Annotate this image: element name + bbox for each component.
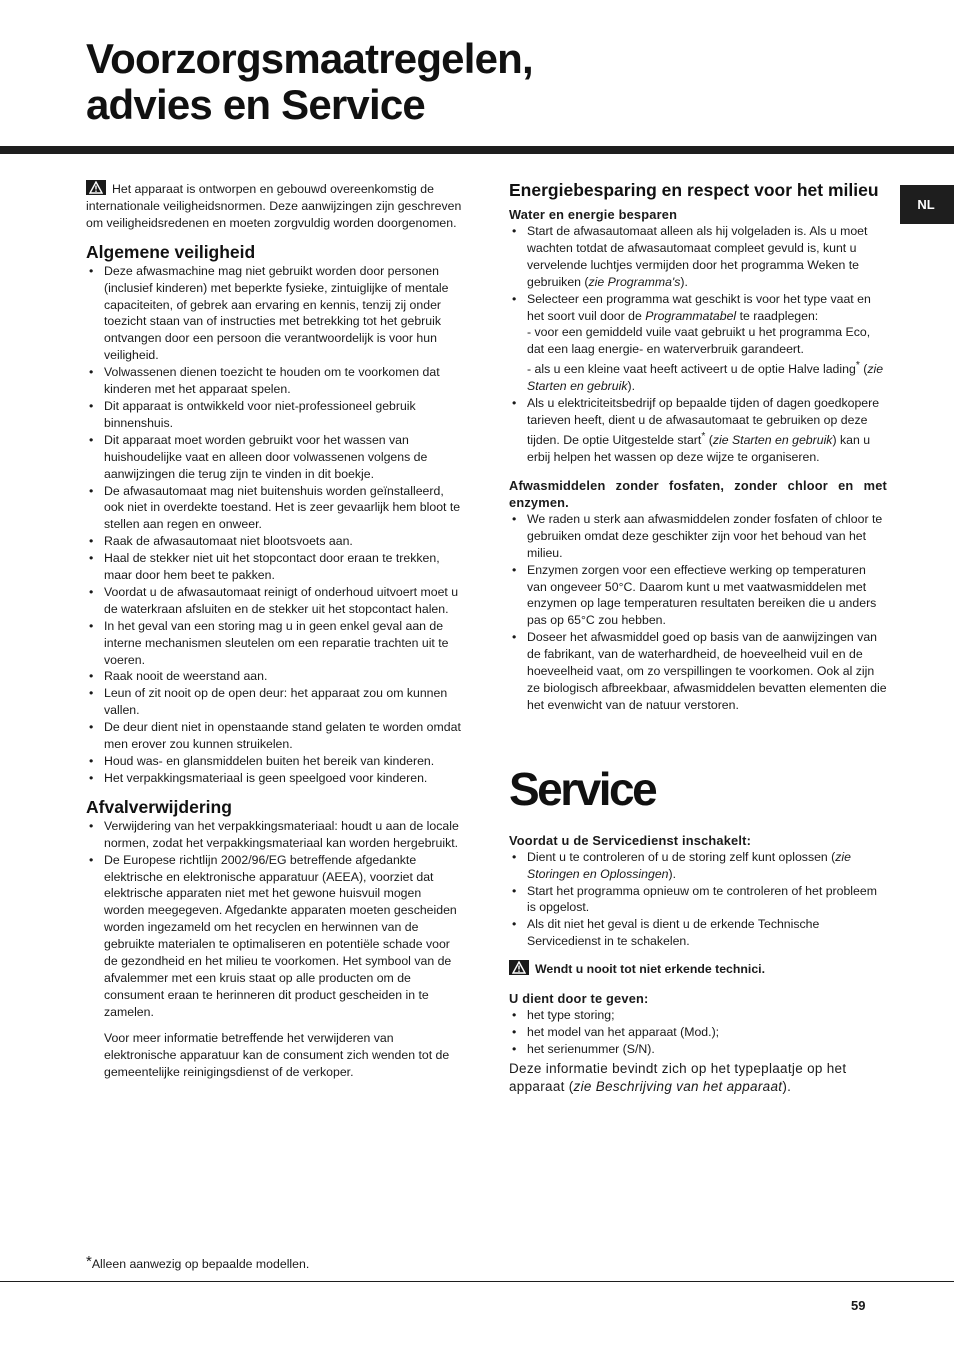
- list-item: • De afwasautomaat mag niet buitenshuis worden geïnstalleerd, ook niet in overdekte toestand. Het is zeer gevaarlijk hem bloot te stellen aan regen en onweer.: [86, 483, 464, 534]
- water-energy-list: [509, 223, 887, 466]
- program-note: - voor een gemiddeld vuile vaat gebruikt u het programma Eco, dat een laag energie- en waterverbruik garandeert.: [527, 325, 871, 357]
- before-service-list: [509, 849, 887, 950]
- detergent-heading: Afwasmiddelen zonder fosfaten, zonder chloor en met enzymen.: [509, 477, 887, 510]
- list-item: • Enzymen zorgen voor een effectieve werking op temperaturen van ongeveer 50°C. Daarom kunt u met vaatwasmiddelen met enzymen op lage temperaturen resultaten bereiken die u anders pas op 65°C zou hebben.: [509, 562, 887, 630]
- reference-link: zie Storingen en Oplossingen: [527, 849, 852, 881]
- footnote: [86, 1254, 309, 1272]
- left-column: [86, 180, 464, 1080]
- list-item: • het model van het apparaat (Mod.);: [509, 1024, 887, 1041]
- language-tab: NL: [900, 185, 954, 224]
- list-item: [509, 291, 887, 396]
- list-item: • Start het programma opnieuw om te controleren of het probleem is opgelost.: [509, 883, 887, 917]
- list-item: • Het verpakkingsmateriaal is geen speelgoed voor kinderen.: [86, 770, 464, 787]
- list-item: • Dit apparaat moet worden gebruikt voor het wassen van huishoudelijke vaat en alleen door volwassenen volgens de aanwijzingen die terug zijn te vinden in dit boekje.: [86, 432, 464, 483]
- list-item: • Leun of zit nooit op de open deur: het apparaat zou om kunnen vallen.: [86, 685, 464, 719]
- list-item: • Voordat u de afwasautomaat reinigt of onderhoud uitvoert moet u de waterkraan afsluiten en de stekker uit het stopcontact halen.: [86, 584, 464, 618]
- provide-info-heading: U dient door te geven:: [509, 991, 649, 1007]
- reference-link: zie Starten en gebruik: [712, 433, 833, 448]
- list-item: [509, 223, 887, 291]
- list-item: • In het geval van een storing mag u in geen enkel geval aan de interne mechanismen sleutelen om een reparatie trachten uit te voeren.: [86, 618, 464, 669]
- warning-triangle-icon: [509, 960, 529, 975]
- list-item: • De deur dient niet in openstaande stand gelaten te worden omdat men erover zou kunnen struikelen.: [86, 719, 464, 753]
- waste-disposal-list: [86, 818, 464, 1021]
- footnote-star: *: [86, 1253, 92, 1270]
- list-item: [509, 849, 887, 883]
- page-title: [86, 36, 886, 128]
- intro-paragraph: [86, 180, 464, 232]
- list-item: • Als dit niet het geval is dient u de erkende Technische Servicedienst in te schakelen.: [509, 916, 887, 950]
- list-item: • Raak de afwasautomaat niet blootsvoets aan.: [86, 533, 464, 550]
- right-column: [509, 180, 887, 1096]
- list-item: • Houd was- en glansmiddelen buiten het bereik van kinderen.: [86, 753, 464, 770]
- waste-disposal-note: Voor meer informatie betreffende het verwijderen van elektronische apparatuur kan de consument zich wenden tot de gemeentelijke reinigingsdienst of de verkoper.: [104, 1030, 450, 1079]
- reference-link: zie Starten en gebruik: [527, 362, 884, 394]
- text-segment: kan u erbij helpen het wassen op deze wijze te organiseren.: [527, 433, 871, 464]
- page-title-line-1: Voorzorgsmaatregelen,: [86, 35, 533, 82]
- list-item: • Deze afwasmachine mag niet gebruikt worden door personen (inclusief kinderen) met beperkte fysieke, zintuiglijke of mentale capaciteiten, of gebrek aan ervaring en kennis, tenzij zij onder toezicht staan van of instructies met betrekking tot het gebruik ontvangen door een persoon die verantwoordelijk is voor hun veiligheid.: [86, 263, 464, 364]
- list-item: • Dit apparaat is ontwikkeld voor niet-professioneel gebruik binnenshuis.: [86, 398, 464, 432]
- detergent-list: [509, 511, 887, 714]
- general-safety-list: [86, 263, 464, 787]
- list-item: • het serienummer (S/N).: [509, 1041, 887, 1058]
- general-safety-heading: Algemene veiligheid: [86, 241, 256, 262]
- text-segment: Selecteer een programma wat geschikt is voor het type vaat en het soort vuil door de: [527, 291, 871, 323]
- list-item: • Als u elektriciteitsbedrijf op bepaalde tijden of dagen goedkopere tarieven heeft, dient u de afwasautomaat te gebruiken op deze tijden. De optie Uitgestelde start* (zie Starten en gebruik) kan u erbij helpen het wassen op deze wijze te organiseren.: [509, 395, 887, 466]
- rating-plate-info: [509, 1060, 887, 1096]
- page-title-line-2: advies en Service: [86, 81, 425, 128]
- list-item: • Haal de stekker niet uit het stopcontact door eraan te trekken, maar door hem beet te pakken.: [86, 550, 464, 584]
- footnote-star: *: [855, 360, 860, 372]
- text-segment: Start de afwasautomaat alleen als hij volgeladen is. Als u moet wachten totdat de afwasautomaat compleet gevuld is, kunt u vervelende luchtjes vermijden door het programma Weken te gebruiken (: [527, 224, 868, 289]
- list-item: • Raak nooit de weerstand aan.: [86, 668, 464, 685]
- warning-triangle-icon: [86, 180, 106, 195]
- title-divider: [0, 146, 954, 154]
- provide-info-list: [509, 1007, 887, 1058]
- list-item: • Doseer het afwasmiddel goed op basis van de aanwijzingen van de fabrikant, van de waterhardheid, de hoeveelheid vuil en de hoeveelheid vaat, om zo verspillingen te voorkomen. Ook al zijn ze biologisch afbreekbaar, afwasmiddelen bevatten elementen die het evenwicht van de natuur verstoren.: [509, 629, 887, 714]
- list-item: • We raden u sterk aan afwasmiddelen zonder fosfaten of chloor te gebruiken omdat deze geschikter zijn voor het behoud van het milieu.: [509, 511, 887, 562]
- footnote-star: *: [701, 430, 706, 442]
- list-item: • het type storing;: [509, 1007, 887, 1024]
- before-service-heading: Voordat u de Servicedienst inschakelt:: [509, 832, 752, 848]
- intro-text: Het apparaat is ontworpen en gebouwd overeenkomstig de internationale veiligheidsnormen. Deze aanwijzingen zijn geschreven om veiligheidsredenen en moeten zorgvuldig worden doorgenomen.: [86, 182, 462, 230]
- reference-link: zie Beschrijving van het apparaat: [573, 1078, 783, 1094]
- list-item: • Volwassenen dienen toezicht te houden om te voorkomen dat kinderen met het apparaat spelen.: [86, 364, 464, 398]
- text-segment: ).: [680, 274, 688, 289]
- text-segment: ).: [668, 866, 677, 881]
- reference-link: zie Programma's: [588, 274, 681, 289]
- text-segment: Dient u te controleren of u de storing zelf kunt oplossen (: [527, 849, 836, 864]
- list-item: • De Europese richtlijn 2002/96/EG betreffende afgedankte elektrische en elektronische apparatuur (AEEA), voorziet dat elektrische apparaten niet met het gewone huisvuil mogen worden meegegeven. Afgedankte apparaten moeten gescheiden worden ingezameld om het recyclen en herwinnen van de gebruikte materialen te optimaliseren en potentiële schade voor de gezondheid en het milieu te voorkomen. Het symbool van de afvalemmer met een kruis staat op alle producten om de consument eraan te herinneren dit product gescheiden in te zamelen.: [86, 852, 464, 1021]
- text-segment: te raadplegen:: [736, 308, 819, 323]
- page-number: 59: [851, 1298, 866, 1313]
- waste-disposal-heading: Afvalverwijdering: [86, 796, 232, 817]
- text-segment: Als u elektriciteitsbedrijf op bepaalde tijden of dagen goedkopere tarieven heeft, dient u de afwasautomaat te gebruiken op deze tijden. De optie Uitgestelde start: [527, 396, 880, 448]
- text-segment: - als u een kleine vaat heeft activeert u de optie Halve lading: [527, 362, 856, 377]
- technician-warning: [509, 960, 887, 978]
- water-energy-heading: Water en energie besparen: [509, 207, 678, 222]
- warning-text: Wendt u nooit tot niet erkende technici.: [535, 962, 766, 977]
- program-note: - als u een kleine vaat heeft activeert u de optie Halve lading* (zie Starten en gebruik).: [527, 360, 884, 394]
- service-heading: Service: [509, 762, 656, 815]
- reference-link: Programmatabel: [645, 308, 737, 323]
- footnote-text: Alleen aanwezig op bepaalde modellen.: [91, 1257, 310, 1271]
- text-segment: Deze informatie bevindt zich op het typeplaatje op het apparaat (: [509, 1060, 847, 1094]
- footer-divider: [0, 1281, 954, 1282]
- list-item: • Verwijdering van het verpakkingsmateriaal: houdt u aan de locale normen, zodat het verpakkingsmateriaal kan worden hergebruikt.: [86, 818, 464, 852]
- energy-heading: Energiebesparing en respect voor het milieu: [509, 180, 879, 200]
- text-segment: ).: [782, 1078, 792, 1094]
